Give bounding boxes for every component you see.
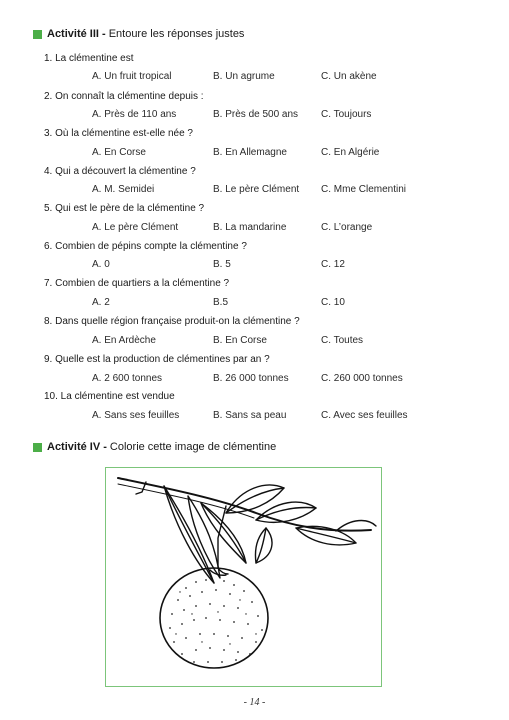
activity-4-heading [33, 440, 276, 454]
q6-option-b[interactable]: B. 5 [213, 259, 231, 270]
q6-option-c[interactable]: C. 12 [321, 259, 345, 270]
q8-option-b[interactable]: B. En Corse [213, 335, 267, 346]
question-5: 5. Qui est le père de la clémentine ? [44, 203, 205, 214]
q7-option-c[interactable]: C. 10 [321, 297, 345, 308]
question-8: 8. Dans quelle région française produit-on la clémentine ? [44, 316, 300, 327]
question-3: 3. Où la clémentine est-elle née ? [44, 128, 193, 139]
activity-3-heading [33, 27, 244, 41]
q4-option-c[interactable]: C. Mme Clementini [321, 184, 407, 195]
q10-option-c[interactable]: C. Avec ses feuilles [321, 410, 408, 421]
question-6: 6. Combien de pépins compte la clémentine ? [44, 241, 247, 252]
green-square-icon [33, 443, 42, 452]
q6-option-a[interactable]: A. 0 [92, 259, 110, 270]
activity-3-title: Activité III - [47, 28, 106, 40]
q9-option-b[interactable]: B. 26 000 tonnes [213, 373, 289, 384]
q7-option-b[interactable]: B.5 [213, 297, 229, 308]
question-9: 9. Quelle est la production de clémentines par an ? [44, 354, 270, 365]
green-square-icon [33, 30, 42, 39]
q9-option-c[interactable]: C. 260 000 tonnes [321, 373, 403, 384]
q10-option-b[interactable]: B. Sans sa peau [213, 410, 287, 421]
q9-option-a[interactable]: A. 2 600 tonnes [92, 373, 163, 384]
activity-4-title: Activité IV - [47, 441, 107, 453]
q5-option-b[interactable]: B. La mandarine [213, 222, 287, 233]
q1-option-c[interactable]: C. Un akène [321, 71, 377, 82]
q3-option-b[interactable]: B. En Allemagne [213, 147, 287, 158]
clementine-coloring-image [105, 467, 382, 687]
page-number: - 14 - [243, 697, 266, 708]
q5-option-c[interactable]: C. L’orange [321, 222, 373, 233]
question-7: 7. Combien de quartiers a la clémentine ? [44, 278, 230, 289]
q5-option-a[interactable]: A. Le père Clément [92, 222, 179, 233]
q4-option-a[interactable]: A. M. Semidei [92, 184, 155, 195]
q10-option-a[interactable]: A. Sans ses feuilles [92, 410, 180, 421]
question-4: 4. Qui a découvert la clémentine ? [44, 166, 196, 177]
question-2: 2. On connaît la clémentine depuis : [44, 91, 204, 102]
clementine-drawing [106, 468, 381, 686]
q1-option-b[interactable]: B. Un agrume [213, 71, 275, 82]
question-1: 1. La clémentine est [44, 53, 134, 64]
q4-option-b[interactable]: B. Le père Clément [213, 184, 300, 195]
question-10: 10. La clémentine est vendue [44, 391, 175, 402]
q3-option-a[interactable]: A. En Corse [92, 147, 146, 158]
q2-option-b[interactable]: B. Près de 500 ans [213, 109, 299, 120]
q3-option-c[interactable]: C. En Algérie [321, 147, 380, 158]
q8-option-c[interactable]: C. Toutes [321, 335, 364, 346]
q7-option-a[interactable]: A. 2 [92, 297, 110, 308]
q1-option-a[interactable]: A. Un fruit tropical [92, 71, 172, 82]
q2-option-a[interactable]: A. Près de 110 ans [92, 109, 177, 120]
q8-option-a[interactable]: A. En Ardèche [92, 335, 156, 346]
activity-3-subtitle: Entoure les réponses justes [108, 28, 245, 40]
q2-option-c[interactable]: C. Toujours [321, 109, 372, 120]
activity-4-subtitle: Colorie cette image de clémentine [109, 441, 277, 453]
